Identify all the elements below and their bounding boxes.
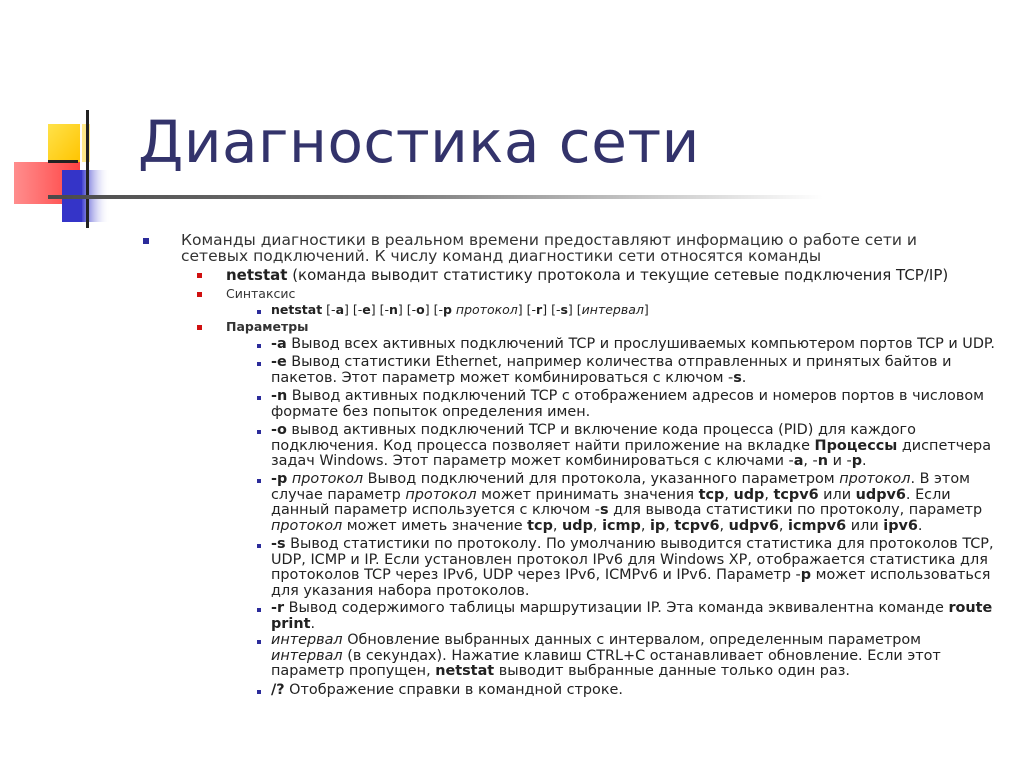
param-inline-key: p — [851, 453, 863, 469]
bullet-level3 — [257, 362, 261, 366]
param-text: может принимать значения — [476, 486, 699, 503]
param-interval — [271, 633, 996, 680]
param-inline-key: tcp — [527, 517, 553, 534]
bullet-level3 — [257, 690, 261, 694]
syntax-text: ] [- — [424, 302, 443, 317]
param-inline-key: tcpv6 — [674, 517, 720, 534]
title-underline — [48, 195, 823, 199]
param-inline-key: s — [733, 369, 742, 386]
param-arg: протокол — [405, 486, 477, 503]
param-key: -e — [271, 354, 287, 370]
param-text: для вывода статистики по протоколу, параметр — [608, 502, 983, 518]
param-text: , — [640, 517, 650, 534]
slide-title: Диагностика сети — [138, 108, 700, 176]
param-inline-key: icmpv6 — [788, 517, 847, 534]
param-arg: протокол — [291, 471, 364, 487]
param-text: Вывод активных подключений TCP с отображением адресов и номеров портов в числовом формате без попыток определения имен. — [271, 388, 984, 420]
syntax-key: s — [560, 302, 568, 317]
param-inline-key: netstat — [435, 663, 495, 679]
syntax-key: e — [362, 302, 371, 317]
param-text: . — [917, 517, 923, 534]
param-text: , — [592, 517, 603, 534]
param-p — [271, 472, 996, 534]
syntax-text: ] [- — [397, 302, 417, 317]
param-inline-key: icmp — [602, 517, 641, 534]
param-inline-key: ipv6 — [883, 517, 918, 534]
bullet-level3 — [257, 544, 261, 548]
param-inline-key: tcp — [698, 486, 725, 503]
param-text: (в секундах). Нажатие клавиш CTRL+C останавливает обновление. Если этот параметр пропущен, — [271, 647, 941, 679]
netstat-command: netstat — [226, 266, 288, 284]
syntax-key: n — [388, 302, 398, 317]
param-text: Вывод подключений для протокола, указанного параметром — [363, 471, 840, 487]
param-inline-key: udp — [733, 486, 765, 503]
syntax-text: ] [- — [542, 302, 561, 317]
param-inline-key: n — [817, 453, 828, 469]
param-text: , — [724, 486, 734, 503]
param-text: . — [741, 369, 747, 386]
param-arg: протокол — [271, 517, 343, 534]
syntax-key: o — [416, 302, 425, 317]
bullet-level3 — [257, 640, 261, 644]
param-text: Обновление выбранных данных с интервалом, определенным параметром — [342, 632, 921, 648]
param-text: . Если данный параметр используется с ключом - — [271, 486, 951, 518]
param-inline-key: route print — [271, 600, 993, 632]
param-text: . В этом случае параметр — [271, 471, 970, 503]
param-r — [271, 601, 996, 632]
param-e — [271, 355, 996, 386]
param-inline-key: Процессы — [814, 437, 898, 454]
bullet-level3 — [257, 344, 261, 348]
syntax-label: Синтаксис — [226, 286, 296, 301]
param-text: Вывод содержимого таблицы маршрутизации IP. Эта команда эквивалентна команде — [284, 600, 949, 616]
param-text: вывод активных подключений TCP и включение кода процесса (PID) для каждого подключения. Код процесса позволяет найти приложение на вкладке — [271, 422, 916, 454]
param-text: , — [665, 517, 675, 534]
param-key: -p — [271, 471, 288, 487]
syntax-arg: протокол — [455, 302, 518, 317]
param-inline-key: udpv6 — [855, 486, 906, 503]
param-inline-key: udpv6 — [728, 517, 779, 534]
param-text: выводит выбранные данные только один раз. — [494, 663, 850, 679]
bullet-level3 — [257, 479, 261, 483]
param-key: -r — [271, 600, 285, 616]
param-text: диспетчера задач Windows. Этот параметр может комбинироваться с ключами - — [271, 437, 992, 469]
param-text: . — [862, 453, 867, 469]
param-arg: интервал — [271, 647, 343, 664]
syntax-text: ] — [643, 302, 649, 317]
syntax-key: a — [335, 302, 344, 317]
syntax-arg: интервал — [581, 302, 644, 317]
param-a — [271, 337, 996, 353]
param-inline-key: udp — [562, 517, 593, 534]
syntax-text: [- — [322, 302, 336, 317]
syntax-key: r — [536, 302, 543, 317]
syntax-text: ] [- — [517, 302, 537, 317]
param-key: интервал — [271, 632, 343, 648]
param-text: и - — [828, 453, 852, 469]
syntax-text: ] [- — [370, 302, 389, 317]
param-inline-key: ip — [649, 517, 666, 534]
param-text: Вывод статистики Ethernet, например количества отправленных и принятых байтов и пакетов. Этот параметр может комбинироваться с ключом - — [271, 354, 952, 386]
bullet-level3 — [257, 310, 261, 314]
bullet-level2 — [197, 273, 202, 278]
param-inline-key: p — [800, 567, 812, 583]
param-inline-key: a — [793, 453, 804, 469]
syntax-key: p — [442, 302, 452, 317]
param-help — [271, 683, 996, 699]
param-o — [271, 423, 996, 470]
intro-text: Команды диагностики в реальном времени предоставляют информацию о работе сети и сетевых подключений. К числу команд диагностики сети относятся команды — [181, 231, 917, 265]
params-label: Параметры — [226, 319, 309, 334]
syntax-text: ] [- — [344, 302, 363, 317]
param-arg: протокол — [839, 471, 911, 487]
param-key: -a — [271, 336, 287, 352]
param-key: -s — [271, 536, 286, 552]
param-text: , — [764, 486, 774, 503]
syntax-text: ] [ — [567, 302, 582, 317]
param-n — [271, 389, 996, 420]
param-text: , — [719, 517, 729, 534]
param-inline-key: tcpv6 — [773, 486, 819, 503]
param-inline-key: s — [599, 502, 609, 518]
param-text: Вывод статистики по протоколу. По умолчанию выводится статистика для протоколов TCP, UDP, ICMP и IP. Если установлен протокол IPv6 для Windows XP, отображается статистика для протоколов TCP через IPv6, UDP через IPv6, ICMPv6 и IPv6. Параметр - — [271, 536, 994, 583]
param-text: Вывод всех активных подключений TCP и прослушиваемых компьютером портов TCP и UDP. — [286, 336, 995, 352]
bullet-level1 — [143, 238, 149, 244]
syntax-command: netstat — [271, 302, 323, 317]
param-key: /? — [271, 682, 285, 698]
param-s — [271, 537, 996, 599]
netstat-description: (команда выводит статистику протокола и текущие сетевые подключения TCP/IP) — [287, 266, 949, 284]
param-text: . — [310, 615, 316, 632]
param-text: или — [846, 517, 884, 534]
param-text: может использоваться для указания набора протоколов. — [271, 567, 991, 599]
param-text: или — [818, 486, 856, 503]
param-key: -o — [271, 422, 287, 438]
param-key: -n — [271, 388, 288, 404]
bullet-level2 — [197, 292, 202, 297]
bullet-level2 — [197, 325, 202, 330]
param-text: Отображение справки в командной строке. — [284, 682, 623, 698]
netstat-item — [226, 267, 948, 283]
param-text: , - — [803, 453, 818, 469]
param-text: может иметь значение — [342, 517, 528, 534]
param-text: , — [778, 517, 789, 534]
bullet-level3 — [257, 608, 261, 612]
syntax-line — [271, 303, 649, 317]
bullet-level3 — [257, 430, 261, 434]
bullet-level3 — [257, 396, 261, 400]
param-text: , — [552, 517, 563, 534]
